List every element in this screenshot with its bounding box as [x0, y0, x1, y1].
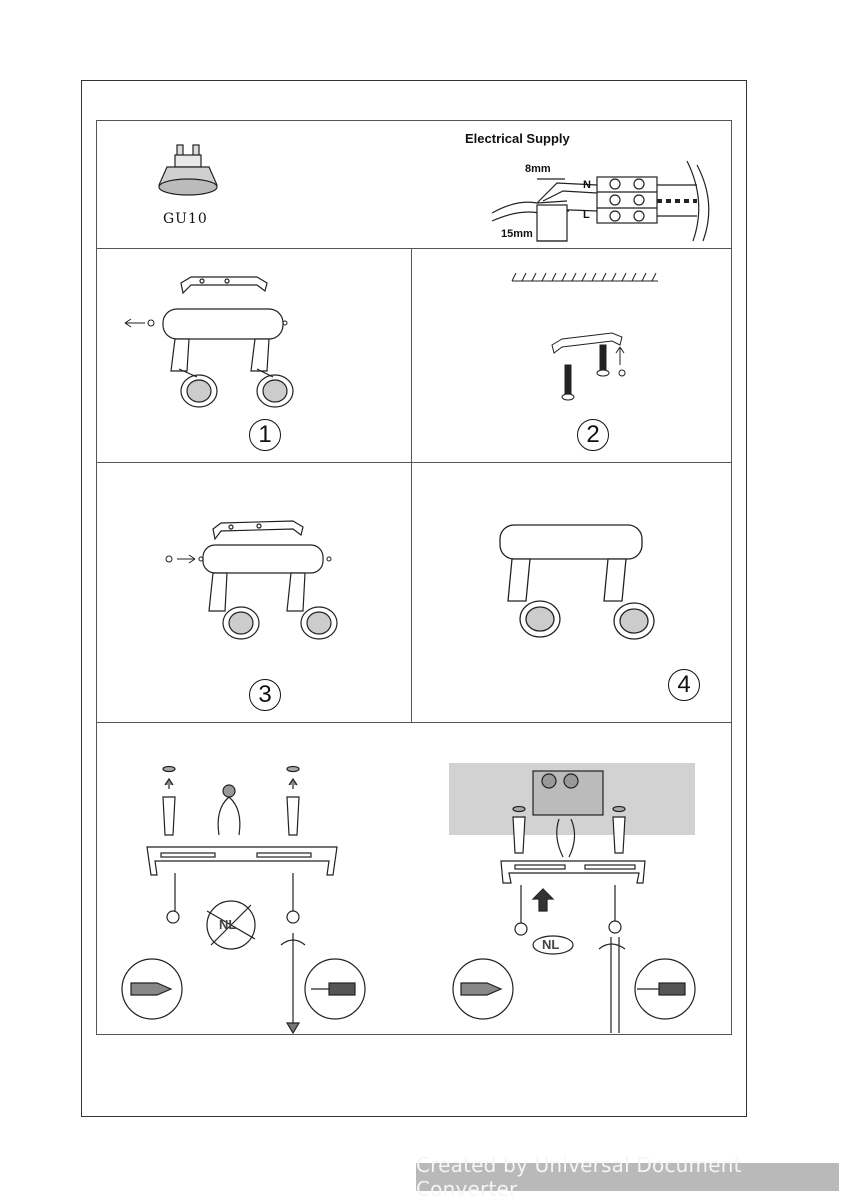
strip-length-15mm: 15mm — [501, 228, 533, 240]
converter-watermark: Created by Universal Document Converter — [416, 1163, 839, 1191]
step-number-1: 1 — [249, 419, 281, 451]
nl-label-crossed: NL — [219, 917, 237, 932]
electrical-supply-title: Electrical Supply — [465, 131, 570, 146]
bulb-and-wiring-illustration — [97, 121, 731, 249]
step-1-panel — [97, 249, 412, 463]
mounting-illustration — [97, 723, 731, 1034]
bulb-type-label: GU10 — [163, 211, 208, 227]
electrical-supply-panel — [97, 121, 731, 249]
step-number-4: 4 — [668, 669, 700, 701]
step-2-panel — [412, 249, 731, 463]
step-number-3: 3 — [249, 679, 281, 711]
step-number-2: 2 — [577, 419, 609, 451]
terminal-n-label: N — [583, 179, 591, 191]
step-2-illustration — [412, 249, 731, 463]
terminal-l-label: L — [583, 209, 590, 221]
step-3-panel — [97, 463, 412, 723]
gu10-bulb-icon — [159, 145, 217, 195]
strip-length-8mm: 8mm — [525, 163, 551, 175]
nl-label-approved: NL — [542, 937, 560, 952]
mounting-panel — [97, 723, 731, 1034]
terminal-block-icon — [597, 161, 709, 241]
step-4-panel — [412, 463, 731, 723]
instruction-sheet — [96, 120, 732, 1035]
